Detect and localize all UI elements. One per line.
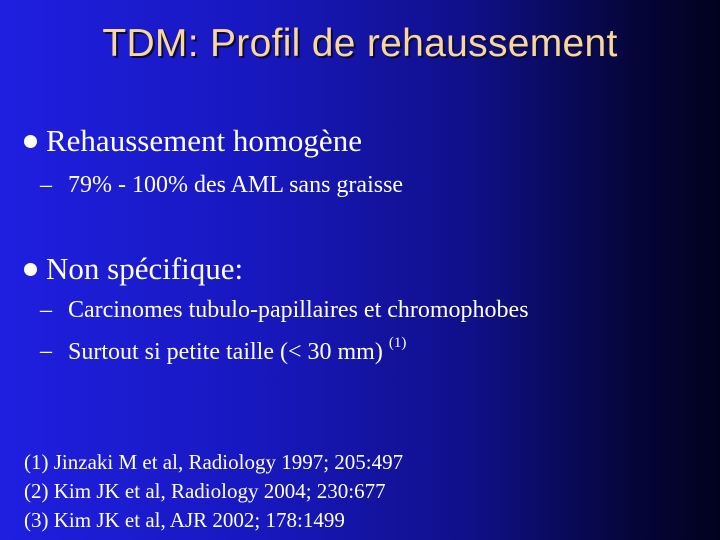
reference-superscript: (1) [388,335,407,351]
bullet-dot-icon [24,135,37,148]
bullet-2-text: Non spécifique: [46,251,244,286]
dash-icon: – [40,338,52,364]
bullet-1-text: Rehaussement homogène [46,123,362,158]
dash-icon: – [40,172,52,198]
reference-2: (2) Kim JK et al, Radiology 2004; 230:677 [24,479,386,503]
bullet-2-sub-2 [68,335,407,366]
bullet-2-sub-2-text: Surtout si petite taille (< 30 mm) [68,339,383,365]
dash-icon: – [40,297,52,323]
bullet-2-sub-1: Carcinomes tubulo-papillaires et chromophobes [68,297,529,323]
bullet-1-sub-1: 79% - 100% des AML sans graisse [68,172,404,198]
bullet-dot-icon [24,263,37,276]
slide-title: TDM: Profil de rehaussement [102,22,618,65]
reference-1: (1) Jinzaki M et al, Radiology 1997; 205:497 [24,450,404,474]
reference-3: (3) Kim JK et al, AJR 2002; 178:1499 [24,508,345,532]
